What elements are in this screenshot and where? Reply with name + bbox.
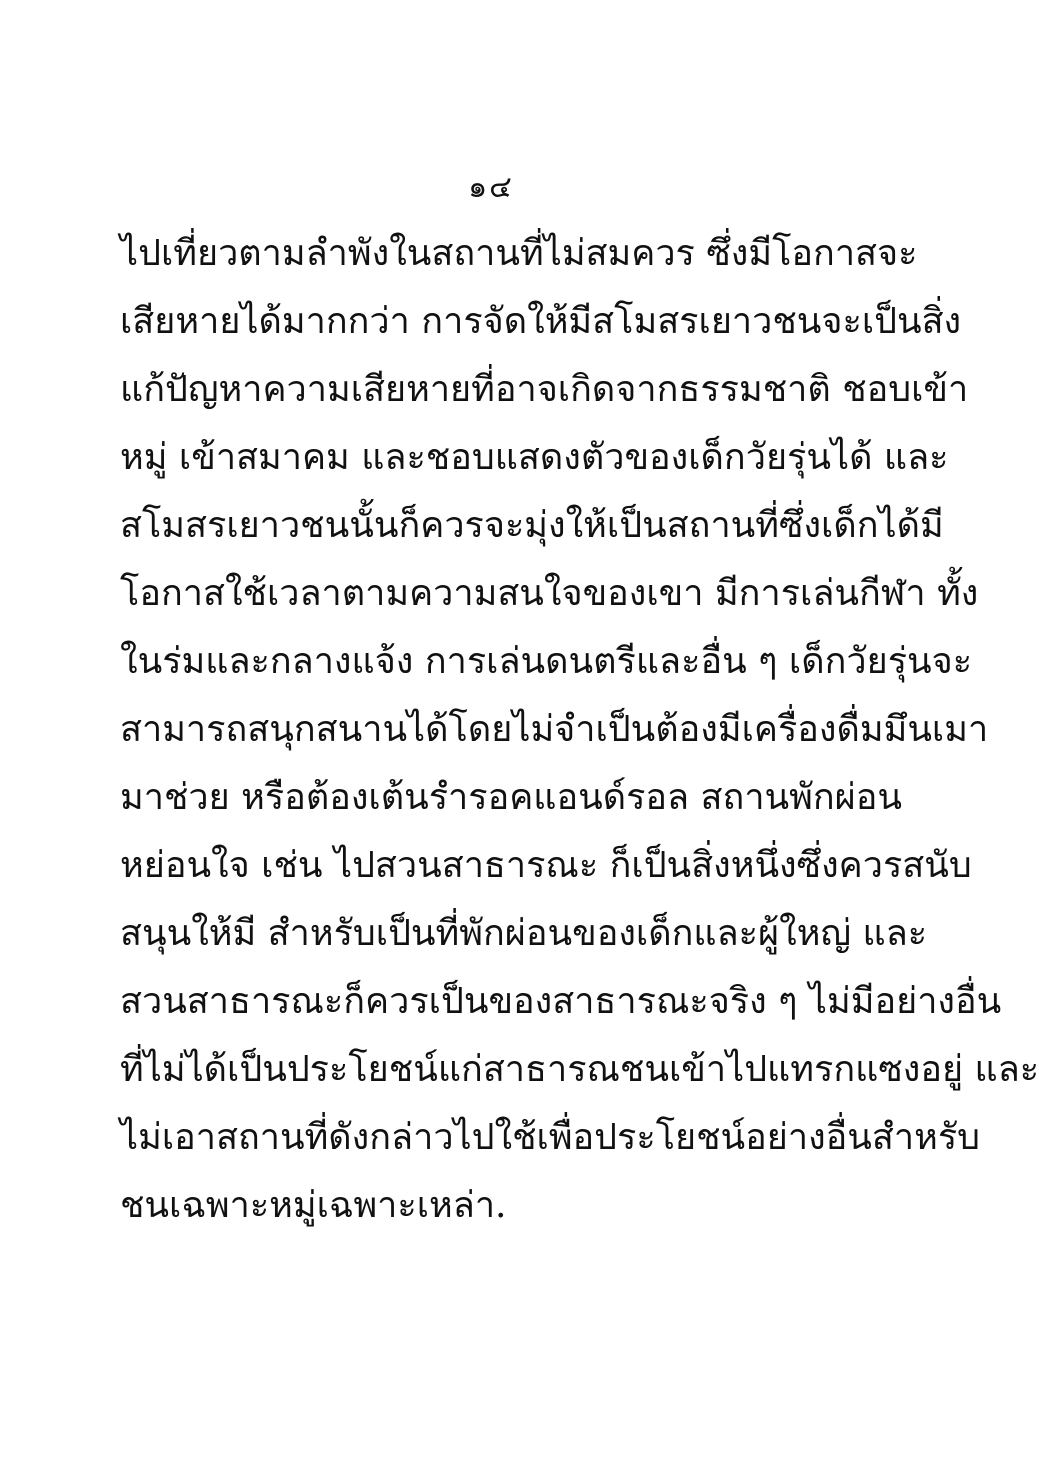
text-line: เสียหายได้มากกว่า การจัดให้มีสโมสรเยาวชนจะเป็นสิ่ง bbox=[120, 301, 962, 342]
text-line-last: ชนเฉพาะหมู่เฉพาะเหล่า. bbox=[120, 1185, 507, 1226]
text-line: ไปเที่ยวตามลำพังในสถานที่ไม่สมควร ซึ่งมีโอกาสจะ bbox=[120, 233, 918, 274]
text-line: สนุนให้มี สำหรับเป็นที่พักผ่อนของเด็กและผู้ใหญ่ และ bbox=[120, 913, 928, 954]
text-line: สามารถสนุกสนานได้โดยไม่จำเป็นต้องมีเครื่องดื่มมึนเมา bbox=[120, 709, 989, 750]
text-line: ไม่เอาสถานที่ดังกล่าวไปใช้เพื่อประโยชน์อย่างอื่นสำหรับ bbox=[120, 1117, 981, 1158]
text-line: หมู่ เข้าสมาคม และชอบแสดงตัวของเด็กวัยรุ่นได้ และ bbox=[120, 437, 949, 478]
text-line: โอกาสใช้เวลาตามความสนใจของเขา มีการเล่นกีฬา ทั้ง bbox=[120, 573, 979, 614]
text-line: สโมสรเยาวชนนั้นก็ควรจะมุ่งให้เป็นสถานที่ซึ่งเด็กได้มี bbox=[120, 505, 944, 546]
body-text bbox=[120, 220, 1039, 1240]
text-line: ที่ไม่ได้เป็นประโยชน์แก่สาธารณชนเข้าไปแทรกแซงอยู่ และ bbox=[120, 1049, 1039, 1090]
page-number: ๑๔ bbox=[468, 170, 514, 205]
text-line: สวนสาธารณะก็ควรเป็นของสาธารณะจริง ๆ ไม่มีอย่างอื่น bbox=[120, 981, 1002, 1022]
text-line: ในร่มและกลางแจ้ง การเล่นดนตรีและอื่น ๆ เด็กวัยรุ่นจะ bbox=[120, 641, 973, 682]
text-line: แก้ปัญหาความเสียหายที่อาจเกิดจากธรรมชาติ ชอบเข้า bbox=[120, 369, 969, 410]
text-line: มาช่วย หรือต้องเต้นรำรอคแอนด์รอล สถานพักผ่อน bbox=[120, 777, 902, 818]
text-line: หย่อนใจ เช่น ไปสวนสาธารณะ ก็เป็นสิ่งหนึ่งซึ่งควรสนับ bbox=[120, 845, 972, 886]
